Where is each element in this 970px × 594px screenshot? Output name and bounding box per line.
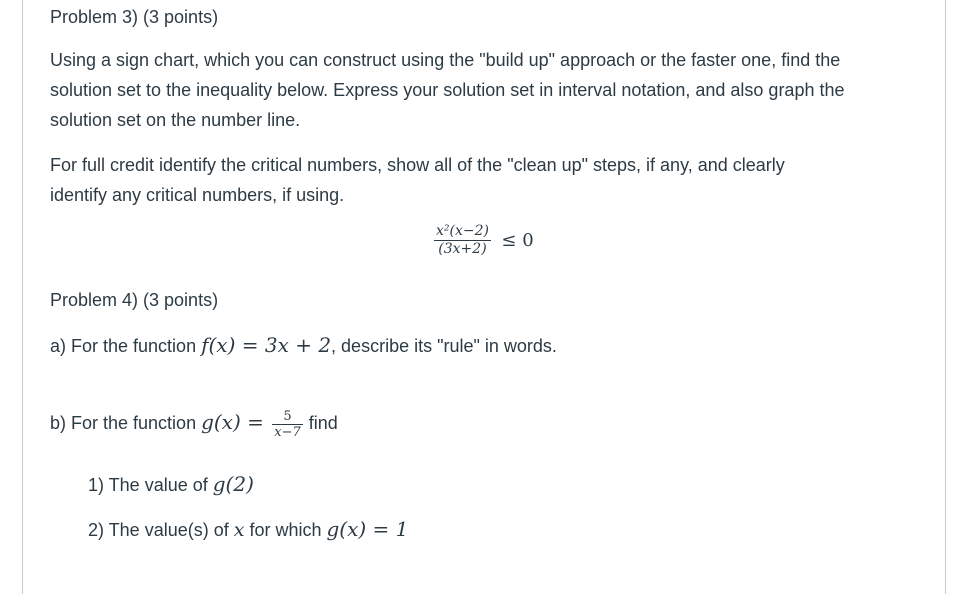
right-border [945, 0, 946, 594]
item2-prefix: 2) The value(s) of [88, 520, 234, 540]
item2-var: x [233, 519, 245, 541]
problem4-item1 [88, 469, 254, 500]
part-b-denominator: x−7 [274, 424, 301, 440]
part-b-fraction [272, 409, 303, 440]
problem4-heading: Problem 4) (3 points) [50, 290, 219, 310]
part-b-prefix: b) For the function [50, 413, 202, 433]
inequality-denominator: (3x+2) [438, 241, 487, 257]
item2-expr: g(x) = 1 [326, 517, 409, 541]
problem4-part-b [50, 402, 338, 443]
problem4-part-a [50, 330, 557, 361]
inequality-relation: ≤ 0 [501, 230, 534, 251]
problem3-credit-line2: identify any critical numbers, if using. [50, 185, 345, 205]
item1-expr: g(2) [212, 472, 254, 496]
item2-middle: for which [244, 520, 327, 540]
part-b-lhs: g(x) = [201, 410, 271, 434]
left-border [22, 0, 23, 594]
problem3-instructions-line3: solution set on the number line. [50, 110, 301, 130]
problem3-instructions-line2: solution set to the inequality below. Express your solution set in interval notation, and also graph the [50, 80, 845, 100]
part-a-prefix: a) For the function [50, 336, 202, 356]
problem3-credit-line1: For full credit identify the critical numbers, show all of the "clean up" steps, if any, and clearly [50, 155, 785, 175]
inequality-fraction [434, 223, 491, 258]
inequality-expression [434, 223, 534, 258]
part-a-suffix: , describe its "rule" in words. [331, 336, 557, 356]
part-b-numerator: 5 [283, 408, 292, 424]
part-a-function: f(x) = 3x + 2 [201, 333, 332, 357]
item1-prefix: 1) The value of [88, 475, 213, 495]
problem4-item2 [88, 514, 408, 545]
part-b-suffix: find [308, 413, 338, 433]
inequality-numerator: x²(x−2) [436, 223, 489, 239]
problem3-instructions-line1: Using a sign chart, which you can construct using the "build up" approach or the faster one, find the [50, 50, 841, 70]
problem3-heading: Problem 3) (3 points) [50, 7, 219, 27]
